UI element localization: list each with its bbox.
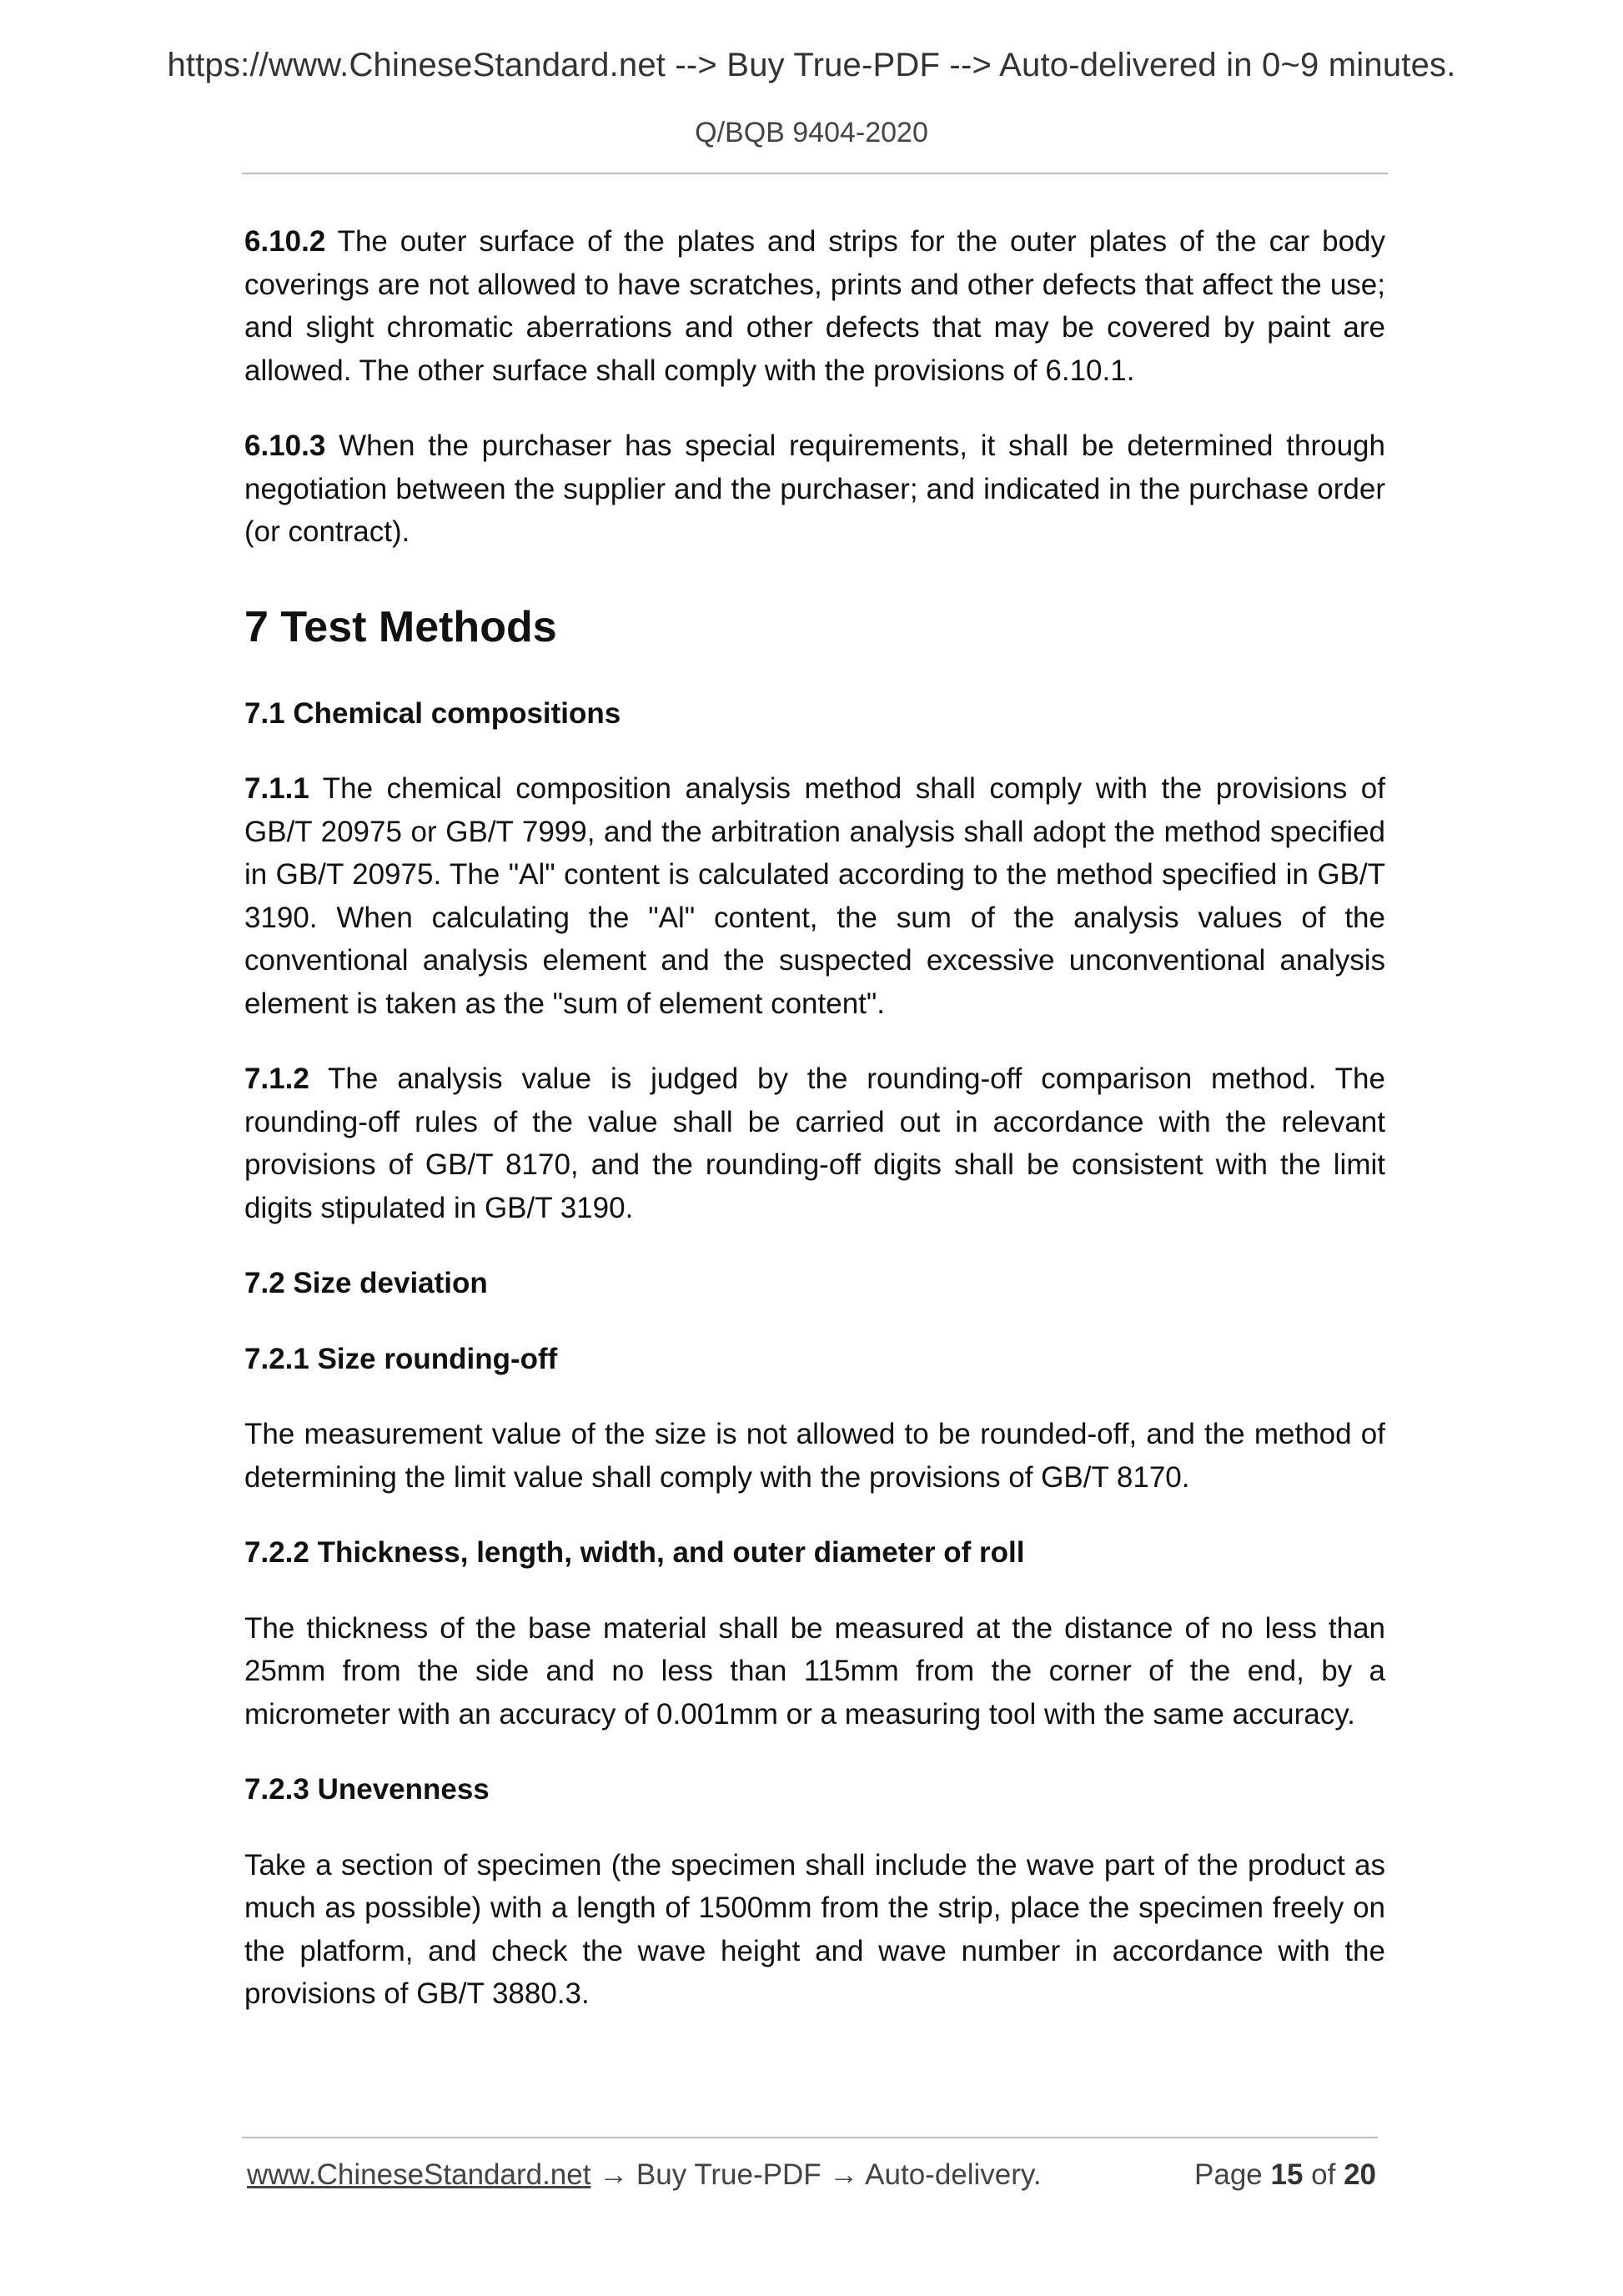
- footer-divider: [242, 2137, 1378, 2138]
- paragraph-7-2-3: Take a section of specimen (the specimen shall include the wave part of the product as much as possible) with a length of 1500mm from the strip, place the specimen freely on the platform, and check the wave height and wave number in accordance with the provisions of GB/T 3880.3.: [244, 1848, 1385, 2010]
- page-total: 20: [1344, 2158, 1376, 2191]
- clause-number: 7.1.1: [244, 772, 309, 805]
- paragraph-6-10-3: [244, 425, 1385, 554]
- clause-text: The analysis value is judged by the rounding-off comparison method. The rounding-off rules of the value shall be carried out in accordance with the relevant provisions of GB/T 8170, and the rounding-off digits shall be consistent with the limit digits stipulated in GB/T 3190.: [244, 1063, 1385, 1224]
- paragraph-7-2-1: The measurement value of the size is not allowed to be rounded-off, and the method of determining the limit value shall comply with the provisions of GB/T 8170.: [244, 1418, 1385, 1494]
- heading-7-1: 7.1 Chemical compositions: [244, 696, 621, 730]
- clause-number: 6.10.3: [244, 430, 326, 462]
- clause-text: The outer surface of the plates and strips for the outer plates of the car body coverings are not allowed to have scratches, prints and other defects that affect the use; and slight chromatic aberrations and other defects that may be covered by paint are allowed. The other surface shall comply with the provisions of 6.10.1.: [244, 225, 1385, 387]
- page-footer: [247, 2158, 1376, 2200]
- paragraph-7-1-2: [244, 1058, 1385, 1229]
- of-label: of: [1303, 2158, 1344, 2191]
- page-label: Page: [1194, 2158, 1271, 2191]
- clause-text: When the purchaser has special requirements, it shall be determined through negotiation between the supplier and the purchaser; and indicated in the purchase order (or contract).: [244, 430, 1385, 548]
- paragraph-7-2-2: The thickness of the base material shall be measured at the distance of no less than 25mm from the side and no less than 115mm from the corner of the end, by a micrometer with an accuracy of 0.001mm or a measuring tool with the same accuracy.: [244, 1611, 1385, 1731]
- heading-7-2-2: 7.2.2 Thickness, length, width, and outer diameter of roll: [244, 1536, 1025, 1569]
- header-divider: [242, 173, 1388, 174]
- paragraph-6-10-2: [244, 220, 1385, 392]
- heading-7-2-3: 7.2.3 Unevenness: [244, 1773, 490, 1806]
- page-current: 15: [1270, 2158, 1304, 2191]
- top-banner: https://www.ChineseStandard.net --> Buy True-PDF --> Auto-delivered in 0~9 minutes.: [167, 47, 1456, 83]
- heading-7-2: 7.2 Size deviation: [244, 1267, 488, 1299]
- clause-text: The chemical composition analysis method shall comply with the provisions of GB/T 20975 or GB/T 7999, and the arbitration analysis shall adopt the method specified in GB/T 20975. The "Al" content is calculated according to the method specified in GB/T 3190. When calculating the "Al" content, the sum of the analysis values of the conventional analysis element and the suspected excessive unconventional analysis element is taken as the "sum of element content".: [244, 772, 1385, 1020]
- page-counter: [1194, 2158, 1376, 2192]
- footer-website-link[interactable]: www.ChineseStandard.net: [247, 2158, 591, 2191]
- clause-number: 6.10.2: [244, 225, 326, 258]
- standard-code: Q/BQB 9404-2020: [695, 117, 928, 148]
- footer-tagline: → Buy True-PDF → Auto-delivery.: [590, 2158, 1042, 2191]
- chapter-title: 7 Test Methods: [244, 602, 557, 651]
- page-body: [244, 220, 1385, 2048]
- clause-number: 7.1.2: [244, 1063, 309, 1095]
- heading-7-2-1: 7.2.1 Size rounding-off: [244, 1342, 558, 1375]
- footer-left: [247, 2158, 1042, 2192]
- paragraph-7-1-1: [244, 767, 1385, 1025]
